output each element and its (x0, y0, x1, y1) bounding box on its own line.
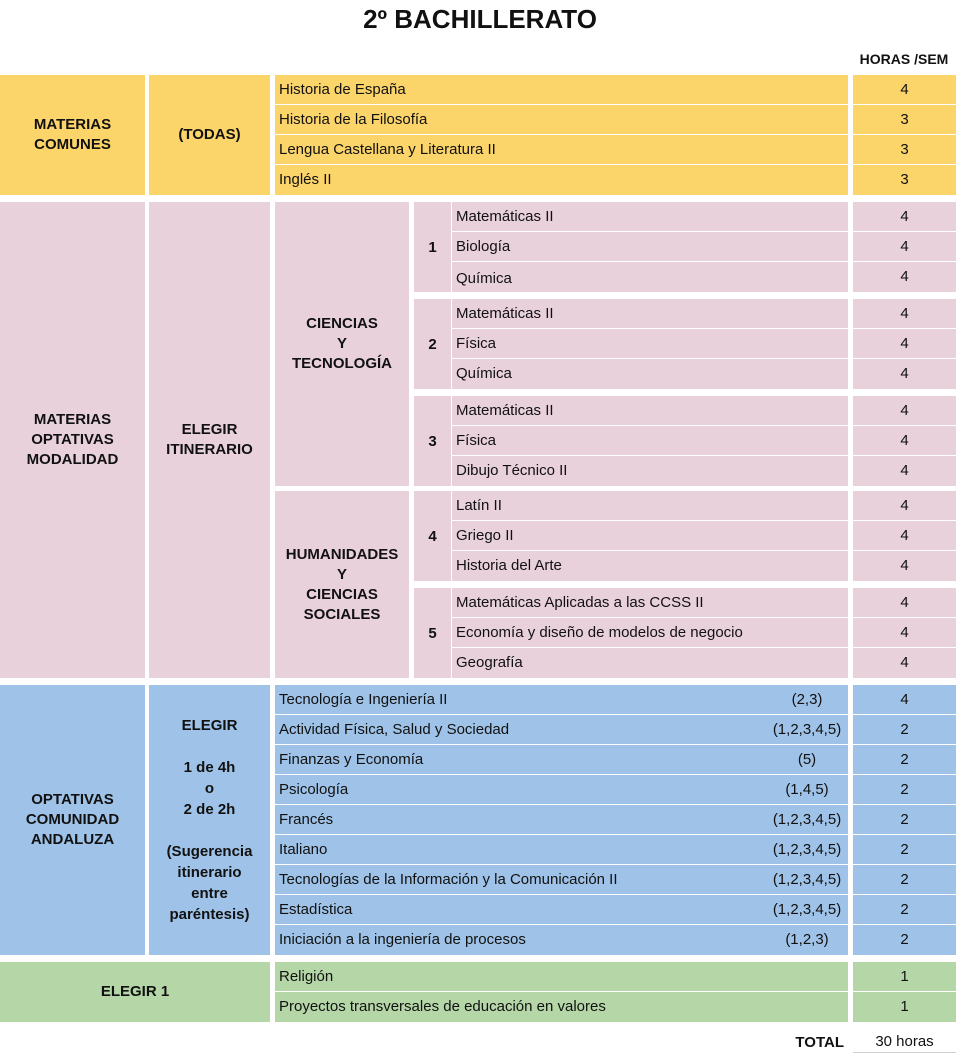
itinerary-codes: (1,2,3,4,5) (772, 721, 842, 738)
subject-name: Lengua Castellana y Literatura II (279, 141, 496, 158)
itinerary-number: 2 (414, 299, 451, 389)
subject-hours: 4 (853, 456, 956, 486)
subject-hours: 4 (853, 299, 956, 328)
itinerary-number: 1 (414, 202, 451, 292)
itinerary-codes: (5) (797, 751, 817, 768)
itinerary-codes: (1,2,3,4,5) (772, 871, 842, 888)
subject-name: Inglés II (279, 171, 332, 188)
subject-name: Matemáticas II (456, 402, 554, 419)
choice-label-modalidad: ELEGIR ITINERARIO (149, 202, 270, 678)
subject-name: Tecnología e Ingeniería II (279, 691, 448, 708)
total-value: 30 horas (875, 1033, 934, 1050)
subject-name: Matemáticas Aplicadas a las CCSS II (456, 594, 704, 611)
subject-hours: 2 (853, 895, 956, 924)
subject-name: Matemáticas II (456, 305, 554, 322)
itinerary-number: 5 (414, 588, 451, 678)
subject-name: Psicología (279, 781, 349, 798)
subject-name: Iniciación a la ingeniería de procesos (279, 931, 526, 948)
subject-name: Francés (279, 811, 334, 828)
subject-hours: 2 (853, 865, 956, 894)
subject-name: Estadística (279, 901, 353, 918)
subject-name: Griego II (456, 527, 514, 544)
subject-hours: 2 (853, 775, 956, 804)
hours-column-header: HORAS /SEM (859, 51, 949, 67)
subject-hours: 4 (853, 75, 956, 104)
subject-hours: 1 (853, 992, 956, 1022)
subject-hours: 3 (853, 165, 956, 195)
subject-hours: 4 (853, 396, 956, 425)
subject-name: Historia de España (279, 81, 406, 98)
itinerary-number: 4 (414, 491, 451, 581)
subject-hours: 4 (853, 551, 956, 581)
subject-hours: 4 (853, 588, 956, 617)
subject-name: Geografía (456, 654, 523, 671)
subject-hours: 4 (853, 262, 956, 292)
subject-name: Italiano (279, 841, 328, 858)
subject-hours: 4 (853, 426, 956, 455)
subject-name: Dibujo Técnico II (456, 462, 568, 479)
subject-hours: 2 (853, 925, 956, 955)
subject-name: Religión (279, 968, 334, 985)
subject-name: Biología (456, 238, 511, 255)
section-label-andaluza: OPTATIVAS COMUNIDAD ANDALUZA (0, 685, 145, 955)
subject-name: Química (456, 270, 512, 287)
subject-hours: 2 (853, 805, 956, 834)
section-label-modalidad: MATERIAS OPTATIVAS MODALIDAD (0, 202, 145, 678)
subject-hours: 4 (853, 329, 956, 358)
itinerary-codes: (1,2,3) (785, 931, 829, 948)
subject-name: Finanzas y Economía (279, 751, 424, 768)
itinerary-codes: (1,2,3,4,5) (772, 841, 842, 858)
section-label-elegir1: ELEGIR 1 (0, 962, 270, 1022)
choice-label-comunes: (TODAS) (149, 75, 270, 195)
subject-hours: 4 (853, 491, 956, 520)
subject-hours: 4 (853, 685, 956, 714)
itinerary-codes: (1,4,5) (785, 781, 829, 798)
subject-hours: 1 (853, 962, 956, 991)
subject-name: Historia de la Filosofía (279, 111, 428, 128)
subject-hours: 3 (853, 135, 956, 164)
subject-hours: 3 (853, 105, 956, 134)
subject-name: Física (456, 335, 497, 352)
itinerary-codes: (1,2,3,4,5) (772, 811, 842, 828)
section-label-comunes: MATERIAS COMUNES (0, 75, 145, 195)
subject-name: Economía y diseño de modelos de negocio (456, 624, 743, 641)
subject-name: Latín II (456, 497, 502, 514)
total-label: TOTAL (795, 1034, 844, 1051)
subject-name: Física (456, 432, 497, 449)
subject-hours: 2 (853, 715, 956, 744)
subject-hours: 4 (853, 521, 956, 550)
subject-hours: 4 (853, 359, 956, 389)
itinerary-number: 3 (414, 396, 451, 486)
total-underline (853, 1052, 956, 1053)
itinerary-codes: (1,2,3,4,5) (772, 901, 842, 918)
subject-name: Actividad Física, Salud y Sociedad (279, 721, 510, 738)
choice-label-andaluza: ELEGIR 1 de 4h o 2 de 2h (Sugerencia itinerario entre paréntesis) (149, 685, 270, 955)
subject-name: Historia del Arte (456, 557, 562, 574)
subject-name: Proyectos transversales de educación en valores (279, 998, 606, 1015)
page-title: 2º BACHILLERATO (363, 4, 597, 34)
subject-hours: 4 (853, 618, 956, 647)
subject-hours: 4 (853, 232, 956, 261)
itinerary-codes: (2,3) (791, 691, 823, 708)
subject-name: Matemáticas II (456, 208, 554, 225)
subject-hours: 2 (853, 835, 956, 864)
subject-hours: 4 (853, 202, 956, 231)
subject-name: Tecnologías de la Información y la Comunicación II (279, 871, 618, 888)
subject-hours: 4 (853, 648, 956, 678)
group-label-humanidades: HUMANIDADES Y CIENCIAS SOCIALES (275, 491, 409, 678)
subject-hours: 2 (853, 745, 956, 774)
group-label-ciencias: CIENCIAS Y TECNOLOGÍA (275, 202, 409, 486)
subject-name: Química (456, 365, 512, 382)
